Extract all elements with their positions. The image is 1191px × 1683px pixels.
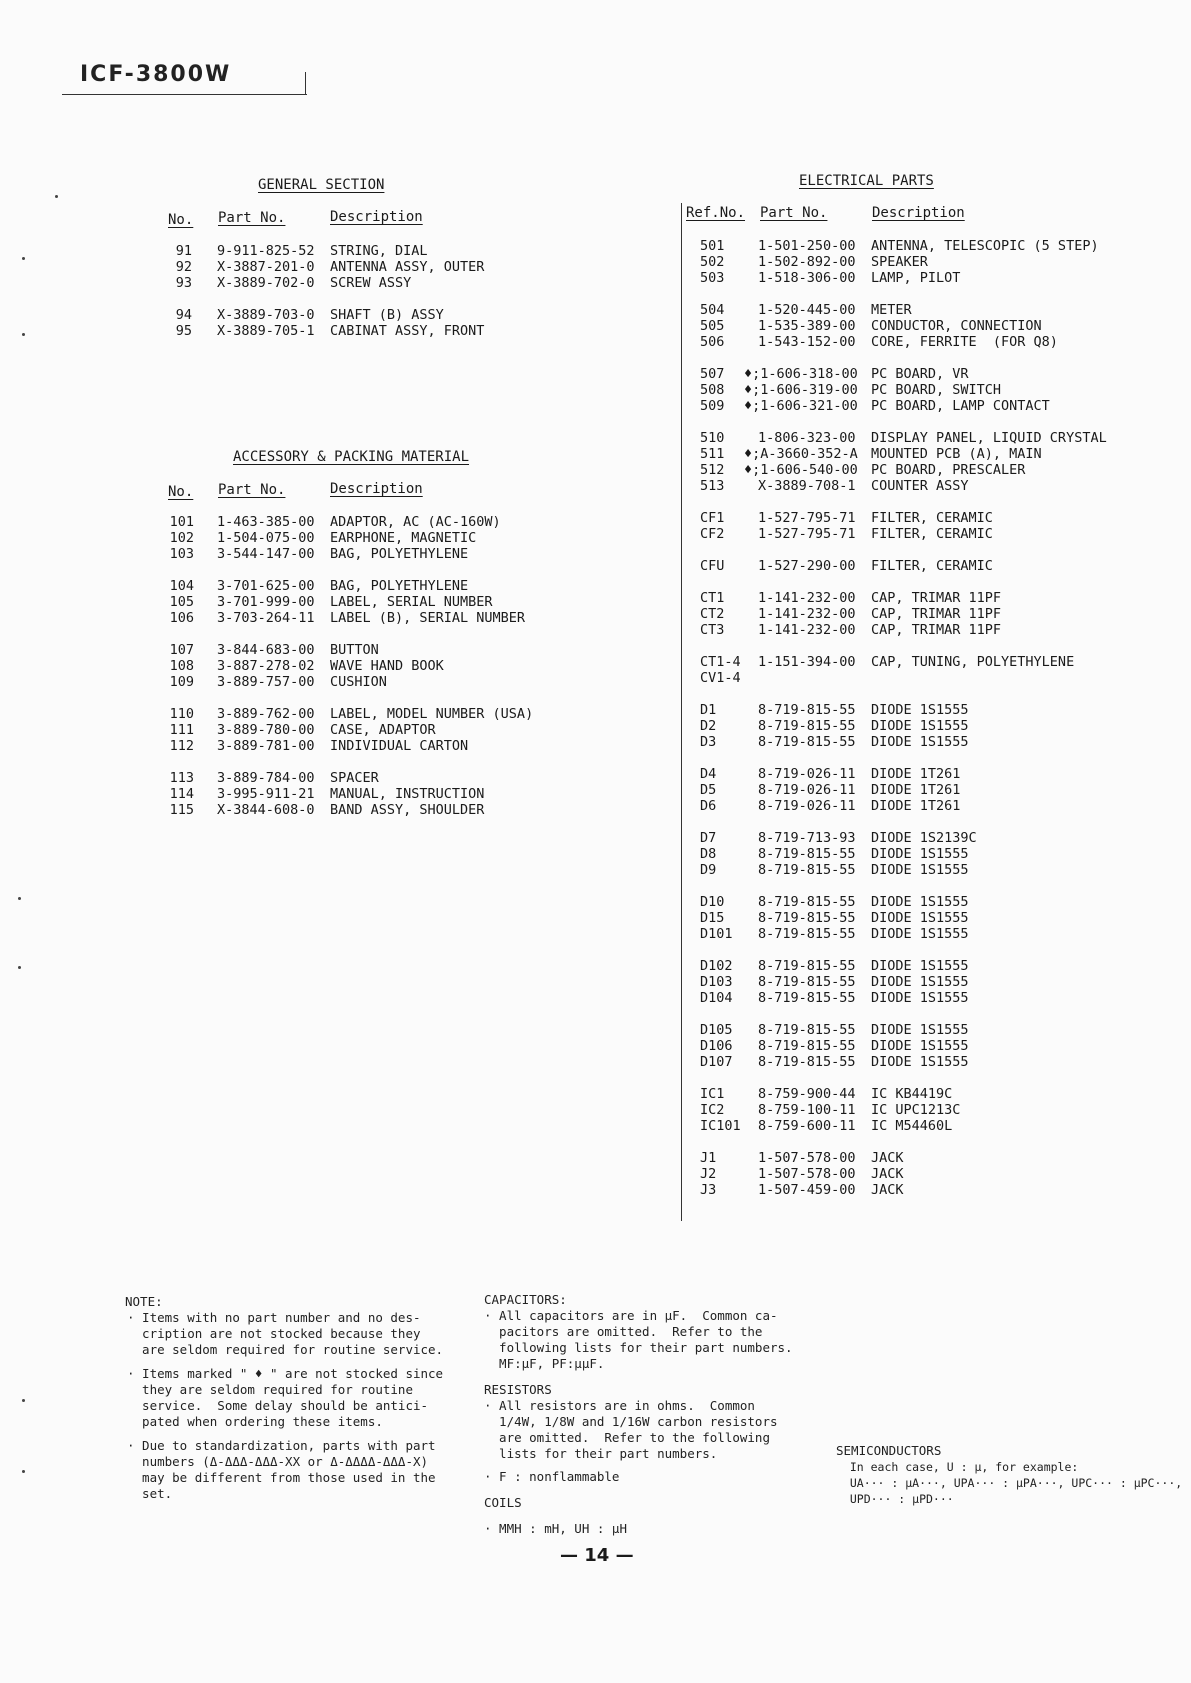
part-description: DISPLAY PANEL, LIQUID CRYSTAL: [871, 430, 1107, 446]
part-description: DIODE 1T261: [871, 798, 961, 814]
part-description: DIODE 1S1555: [871, 1022, 969, 1038]
ref-number: CV1-4: [700, 670, 741, 686]
ref-number: D6: [700, 798, 717, 814]
ref-number: CT2: [700, 606, 725, 622]
part-number: 3-703-264-11: [217, 610, 315, 626]
part-description: DIODE 1S1555: [871, 734, 969, 750]
ref-number: 511: [700, 446, 725, 462]
part-number: 8-719-815-55: [758, 926, 856, 942]
item-number: 103: [169, 546, 194, 562]
part-number: 8-719-815-55: [758, 1054, 856, 1070]
item-number: 115: [169, 802, 194, 818]
part-description: SHAFT (B) ASSY: [330, 307, 444, 323]
nonflammable-note: · F : nonflammable: [484, 1469, 620, 1484]
scan-speck: [18, 897, 21, 900]
part-description: CAP, TRIMAR 11PF: [871, 590, 1002, 606]
note-item-3: · Due to standardization, parts with part numbers (Δ-ΔΔΔ-ΔΔΔ-XX or Δ-ΔΔΔΔ-ΔΔΔ-X) may be different from those used in the set.: [127, 1438, 436, 1501]
part-description: COUNTER ASSY: [871, 478, 969, 494]
ref-number: D106: [700, 1038, 733, 1054]
ref-number: 505: [700, 318, 725, 334]
part-description: PC BOARD, SWITCH: [871, 382, 1002, 398]
part-description: CAP, TUNING, POLYETHYLENE: [871, 654, 1075, 670]
ref-number: D9: [700, 862, 717, 878]
ref-number: D105: [700, 1022, 733, 1038]
part-number: X-3889-703-0: [217, 307, 315, 323]
part-number: 8-719-026-11: [758, 782, 856, 798]
part-number: 3-844-683-00: [217, 642, 315, 658]
ref-number: D8: [700, 846, 717, 862]
header-rule: [62, 94, 307, 95]
part-number: 8-719-713-93: [758, 830, 856, 846]
item-number: 104: [169, 578, 194, 594]
part-number: 1-501-250-00: [758, 238, 856, 254]
part-number: 8-719-815-55: [758, 862, 856, 878]
scan-speck: [55, 195, 58, 198]
part-description: JACK: [871, 1182, 904, 1198]
part-description: CORE, FERRITE (FOR Q8): [871, 334, 1058, 350]
accessory-col-part: Part No.: [218, 482, 286, 498]
part-description: DIODE 1S2139C: [871, 830, 977, 846]
part-description: PC BOARD, PRESCALER: [871, 462, 1026, 478]
part-number: 8-719-026-11: [758, 798, 856, 814]
part-description: METER: [871, 302, 912, 318]
part-description: DIODE 1S1555: [871, 1038, 969, 1054]
item-number: 102: [169, 530, 194, 546]
header-tick: [305, 72, 306, 94]
part-description: ANTENNA, TELESCOPIC (5 STEP): [871, 238, 1099, 254]
part-number: 8-719-815-55: [758, 718, 856, 734]
ref-number: 507: [700, 366, 725, 382]
general-col-part: Part No.: [218, 210, 286, 226]
part-number: 1-527-290-00: [758, 558, 856, 574]
electrical-section-title: ELECTRICAL PARTS: [799, 173, 934, 189]
part-number: 3-995-911-21: [217, 786, 315, 802]
part-number: 3-701-999-00: [217, 594, 315, 610]
part-description: DIODE 1S1555: [871, 974, 969, 990]
accessory-section-title: ACCESSORY & PACKING MATERIAL: [233, 449, 470, 465]
part-number: 8-719-815-55: [758, 702, 856, 718]
part-number: 8-719-815-55: [758, 846, 856, 862]
part-number: 8-719-815-55: [758, 1038, 856, 1054]
ref-number: CF2: [700, 526, 725, 542]
part-number: 1-527-795-71: [758, 526, 856, 542]
item-number: 93: [175, 275, 192, 291]
general-section-title: GENERAL SECTION: [258, 177, 385, 193]
part-description: DIODE 1T261: [871, 782, 961, 798]
part-number: 1-463-385-00: [217, 514, 315, 530]
part-number: 8-719-815-55: [758, 990, 856, 1006]
semiconductors-text: In each case, U : μ, for example: UA··· : μA···, UPA··· : μPA···, UPC··· : μPC···, UPD··· : μPD···: [849, 1460, 1183, 1506]
part-description: EARPHONE, MAGNETIC: [330, 530, 477, 546]
part-description: FILTER, CERAMIC: [871, 526, 993, 542]
part-number: X-3889-708-1: [758, 478, 856, 494]
part-description: IC M54460L: [871, 1118, 953, 1134]
part-number: 8-719-815-55: [758, 894, 856, 910]
part-description: DIODE 1S1555: [871, 862, 969, 878]
part-number: 8-759-900-44: [758, 1086, 856, 1102]
part-description: MOUNTED PCB (A), MAIN: [871, 446, 1042, 462]
part-number: 1-141-232-00: [758, 622, 856, 638]
part-number: ♦;A-3660-352-A: [744, 446, 858, 462]
part-description: PC BOARD, LAMP CONTACT: [871, 398, 1050, 414]
part-description: MANUAL, INSTRUCTION: [330, 786, 485, 802]
part-number: 8-759-600-11: [758, 1118, 856, 1134]
part-description: BAG, POLYETHYLENE: [330, 578, 469, 594]
part-number: ♦;1-606-319-00: [744, 382, 858, 398]
part-number: 8-719-815-55: [758, 958, 856, 974]
ref-number: D15: [700, 910, 725, 926]
item-number: 113: [169, 770, 194, 786]
part-number: 3-889-757-00: [217, 674, 315, 690]
part-description: DIODE 1S1555: [871, 926, 969, 942]
ref-number: D103: [700, 974, 733, 990]
part-description: DIODE 1S1555: [871, 894, 969, 910]
item-number: 101: [169, 514, 194, 530]
part-description: DIODE 1S1555: [871, 846, 969, 862]
resistors-text: · All resistors are in ohms. Common 1/4W, 1/8W and 1/16W carbon resistors are omitted. Refer to the following lists for their part numbers.: [484, 1398, 778, 1461]
part-number: 1-502-892-00: [758, 254, 856, 270]
part-description: WAVE HAND BOOK: [330, 658, 444, 674]
part-number: ♦;1-606-321-00: [744, 398, 858, 414]
ref-number: IC101: [700, 1118, 741, 1134]
part-description: CABINAT ASSY, FRONT: [330, 323, 485, 339]
item-number: 105: [169, 594, 194, 610]
ref-number: 509: [700, 398, 725, 414]
ref-number: CT1: [700, 590, 725, 606]
ref-number: 508: [700, 382, 725, 398]
header-logo: ICF-3800W: [80, 62, 232, 87]
coils-text: · MMH : mH, UH : μH: [484, 1521, 627, 1536]
part-number: 1-507-459-00: [758, 1182, 856, 1198]
item-number: 107: [169, 642, 194, 658]
part-number: 3-889-780-00: [217, 722, 315, 738]
part-description: ADAPTOR, AC (AC-160W): [330, 514, 501, 530]
part-description: STRING, DIAL: [330, 243, 428, 259]
part-number: X-3889-705-1: [217, 323, 315, 339]
ref-number: 502: [700, 254, 725, 270]
note-title: NOTE:: [125, 1294, 163, 1309]
ref-number: D104: [700, 990, 733, 1006]
part-description: BAG, POLYETHYLENE: [330, 546, 469, 562]
electrical-col-desc: Description: [872, 205, 965, 221]
part-description: LABEL, SERIAL NUMBER: [330, 594, 493, 610]
ref-number: J1: [700, 1150, 717, 1166]
part-description: DIODE 1S1555: [871, 1054, 969, 1070]
scan-speck: [22, 257, 25, 260]
ref-number: D3: [700, 734, 717, 750]
scan-speck: [18, 966, 21, 969]
part-description: SPACER: [330, 770, 379, 786]
electrical-col-part: Part No.: [760, 205, 828, 221]
part-number: 8-759-100-11: [758, 1102, 856, 1118]
part-number: 3-889-781-00: [217, 738, 315, 754]
part-description: PC BOARD, VR: [871, 366, 969, 382]
part-number: 3-701-625-00: [217, 578, 315, 594]
part-description: CASE, ADAPTOR: [330, 722, 436, 738]
part-number: 1-507-578-00: [758, 1150, 856, 1166]
part-description: LAMP, PILOT: [871, 270, 961, 286]
ref-number: D10: [700, 894, 725, 910]
item-number: 109: [169, 674, 194, 690]
ref-number: D101: [700, 926, 733, 942]
part-description: FILTER, CERAMIC: [871, 510, 993, 526]
part-number: 1-151-394-00: [758, 654, 856, 670]
part-number: 1-141-232-00: [758, 590, 856, 606]
part-description: DIODE 1S1555: [871, 718, 969, 734]
part-description: JACK: [871, 1166, 904, 1182]
part-number: 3-544-147-00: [217, 546, 315, 562]
part-description: CUSHION: [330, 674, 387, 690]
electrical-col-ref: Ref.No.: [686, 205, 746, 221]
part-number: 1-507-578-00: [758, 1166, 856, 1182]
part-description: LABEL, MODEL NUMBER (USA): [330, 706, 534, 722]
ref-number: D7: [700, 830, 717, 846]
ref-number: D107: [700, 1054, 733, 1070]
item-number: 108: [169, 658, 194, 674]
part-number: 8-719-815-55: [758, 1022, 856, 1038]
part-description: ANTENNA ASSY, OUTER: [330, 259, 485, 275]
part-description: CONDUCTOR, CONNECTION: [871, 318, 1042, 334]
part-description: DIODE 1S1555: [871, 958, 969, 974]
part-number: X-3889-702-0: [217, 275, 315, 291]
ref-number: D5: [700, 782, 717, 798]
electrical-column-rule: [681, 203, 682, 1221]
ref-number: CT1-4: [700, 654, 741, 670]
ref-number: 513: [700, 478, 725, 494]
general-col-desc: Description: [330, 209, 423, 225]
part-number: 1-535-389-00: [758, 318, 856, 334]
part-number: 1-527-795-71: [758, 510, 856, 526]
part-description: BUTTON: [330, 642, 379, 658]
part-description: DIODE 1S1555: [871, 910, 969, 926]
part-number: ♦;1-606-318-00: [744, 366, 858, 382]
ref-number: CF1: [700, 510, 725, 526]
part-description: SCREW ASSY: [330, 275, 412, 291]
capacitors-title: CAPACITORS:: [484, 1292, 567, 1307]
note-item-1: · Items with no part number and no des- cription are not stocked because they are seldom required for routine service.: [127, 1310, 444, 1357]
part-number: 8-719-026-11: [758, 766, 856, 782]
scan-speck: [22, 1399, 25, 1402]
item-number: 95: [175, 323, 192, 339]
part-description: LABEL (B), SERIAL NUMBER: [330, 610, 526, 626]
part-number: 1-543-152-00: [758, 334, 856, 350]
part-description: DIODE 1T261: [871, 766, 961, 782]
part-number: 1-504-075-00: [217, 530, 315, 546]
ref-number: J3: [700, 1182, 717, 1198]
part-number: X-3844-608-0: [217, 802, 315, 818]
scan-speck: [22, 1470, 25, 1473]
item-number: 91: [175, 243, 192, 259]
part-number: ♦;1-606-540-00: [744, 462, 858, 478]
ref-number: 510: [700, 430, 725, 446]
ref-number: 503: [700, 270, 725, 286]
scan-speck: [22, 333, 25, 336]
part-number: 1-520-445-00: [758, 302, 856, 318]
item-number: 112: [169, 738, 194, 754]
part-number: 1-806-323-00: [758, 430, 856, 446]
part-description: DIODE 1S1555: [871, 702, 969, 718]
ref-number: 501: [700, 238, 725, 254]
ref-number: 506: [700, 334, 725, 350]
part-description: CAP, TRIMAR 11PF: [871, 622, 1002, 638]
ref-number: IC1: [700, 1086, 725, 1102]
accessory-col-desc: Description: [330, 481, 423, 497]
part-number: X-3887-201-0: [217, 259, 315, 275]
ref-number: D1: [700, 702, 717, 718]
capacitors-text: · All capacitors are in μF. Common ca- pacitors are omitted. Refer to the following lists for their part numbers. MF:μF, PF:μμF.: [484, 1308, 793, 1371]
resistors-title: RESISTORS: [484, 1382, 552, 1397]
semiconductors-title: SEMICONDUCTORS: [836, 1443, 942, 1458]
part-number: 8-719-815-55: [758, 974, 856, 990]
part-number: 3-889-784-00: [217, 770, 315, 786]
item-number: 94: [175, 307, 192, 323]
part-number: 1-518-306-00: [758, 270, 856, 286]
ref-number: IC2: [700, 1102, 725, 1118]
ref-number: D102: [700, 958, 733, 974]
part-description: IC KB4419C: [871, 1086, 953, 1102]
part-description: BAND ASSY, SHOULDER: [330, 802, 485, 818]
ref-number: D2: [700, 718, 717, 734]
accessory-col-no: No.: [168, 484, 194, 500]
part-description: IC UPC1213C: [871, 1102, 961, 1118]
general-col-no: No.: [168, 212, 194, 228]
item-number: 114: [169, 786, 194, 802]
ref-number: D4: [700, 766, 717, 782]
part-description: DIODE 1S1555: [871, 990, 969, 1006]
ref-number: CT3: [700, 622, 725, 638]
item-number: 92: [175, 259, 192, 275]
part-number: 9-911-825-52: [217, 243, 315, 259]
part-description: INDIVIDUAL CARTON: [330, 738, 469, 754]
part-description: CAP, TRIMAR 11PF: [871, 606, 1002, 622]
item-number: 106: [169, 610, 194, 626]
item-number: 111: [169, 722, 194, 738]
ref-number: 504: [700, 302, 725, 318]
part-number: 3-889-762-00: [217, 706, 315, 722]
part-description: FILTER, CERAMIC: [871, 558, 993, 574]
ref-number: J2: [700, 1166, 717, 1182]
note-item-2: · Items marked " ♦ " are not stocked since they are seldom required for routine service. Some delay should be antici- pated when ordering these items.: [127, 1366, 444, 1429]
part-number: 1-141-232-00: [758, 606, 856, 622]
part-number: 3-887-278-02: [217, 658, 315, 674]
part-number: 8-719-815-55: [758, 734, 856, 750]
page-number: — 14 —: [560, 1545, 634, 1566]
item-number: 110: [169, 706, 194, 722]
part-number: 8-719-815-55: [758, 910, 856, 926]
coils-title: COILS: [484, 1495, 522, 1510]
part-description: JACK: [871, 1150, 904, 1166]
part-description: SPEAKER: [871, 254, 928, 270]
ref-number: 512: [700, 462, 725, 478]
ref-number: CFU: [700, 558, 725, 574]
